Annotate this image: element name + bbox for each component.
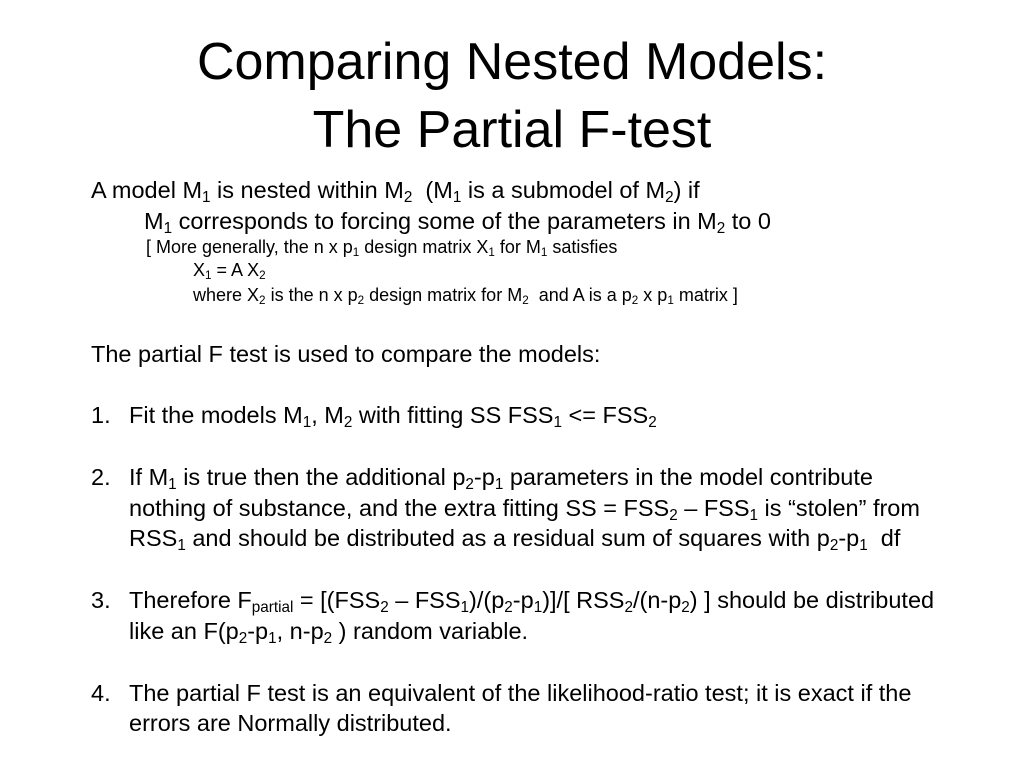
text-run: – FSS: [677, 495, 750, 521]
text-run: <= FSS: [561, 402, 649, 428]
subscript: 2: [465, 476, 474, 494]
step-line: [129, 678, 911, 708]
subscript: 1: [460, 599, 470, 617]
step-line: [129, 708, 452, 738]
subscript: 1: [268, 630, 277, 648]
subscript: 2: [357, 294, 365, 308]
text-run: – FSS: [388, 587, 461, 613]
text-run: and should be distributed as a residual sum of squares with p: [185, 525, 830, 551]
text-run: = [(FSS: [293, 587, 381, 613]
text-run: /(n-p: [632, 587, 682, 613]
subscript: 2: [648, 414, 657, 432]
text-run: ) random variable.: [332, 618, 529, 644]
text-run: is nested within M: [210, 177, 404, 203]
slide-title-line: The Partial F-test: [312, 101, 712, 159]
text-run: where X: [193, 285, 260, 305]
text-run: )/(p: [469, 587, 505, 613]
definition-note-line: [193, 258, 266, 282]
text-run: parameters in the model contribute: [503, 464, 873, 490]
text-run: and A is a p: [528, 285, 632, 305]
subscript: 1: [452, 189, 462, 207]
list-number: 4.: [91, 680, 111, 706]
subscript: 2: [504, 599, 513, 617]
subscript: 1: [540, 246, 548, 260]
text-run: Therefore F: [129, 587, 252, 613]
list-number: 1.: [91, 402, 111, 428]
text-run: design matrix X: [359, 237, 489, 257]
text-run: A model M: [91, 177, 203, 203]
text-run: is the n x p: [265, 285, 358, 305]
list-number: 3.: [91, 587, 111, 613]
subscript: 1: [859, 537, 868, 555]
subscript: partial: [251, 599, 294, 617]
step-line: [129, 616, 528, 646]
text-run: to 0: [725, 208, 771, 234]
definition-line: [144, 206, 771, 236]
text-run: matrix ]: [673, 285, 738, 305]
text-run: df: [867, 525, 901, 551]
step-line: [129, 462, 873, 492]
subscript: 1: [494, 476, 504, 494]
text-run: is “stolen” from: [758, 495, 920, 521]
text-run: )]/[ RSS: [542, 587, 625, 613]
subscript: 2: [259, 269, 266, 283]
subscript: 1: [553, 414, 562, 432]
subscript: 1: [488, 246, 495, 260]
step-line: [129, 493, 920, 523]
text-run: If M: [129, 464, 169, 490]
subscript: 2: [829, 537, 839, 555]
subscript: 2: [403, 189, 413, 207]
text-run: , n-p: [276, 618, 324, 644]
step-line: [129, 400, 657, 430]
slide-title-line: Comparing Nested Models:: [196, 33, 828, 91]
text-run: like an F(p: [129, 618, 239, 644]
text-run: [ More generally, the n x p: [146, 237, 353, 257]
subscript: 2: [522, 294, 529, 308]
subscript: 1: [168, 476, 177, 494]
subscript: 1: [302, 414, 312, 432]
text-run: is a submodel of M: [461, 177, 666, 203]
subscript: 2: [669, 507, 678, 525]
subscript: 2: [238, 630, 248, 648]
definition-note-line: [146, 235, 617, 259]
subscript: 1: [205, 269, 212, 283]
text-run: ) if: [673, 177, 700, 203]
subscript: 2: [343, 414, 353, 432]
text-run: = A X: [211, 260, 260, 280]
subscript: 2: [323, 630, 333, 648]
definition-note-line: [193, 283, 738, 307]
step-line: [129, 585, 934, 615]
text-run: nothing of substance, and the extra fitting SS = FSS: [129, 495, 670, 521]
subscript: 1: [749, 507, 759, 525]
subscript: 1: [163, 220, 173, 238]
text-run: design matrix for M: [364, 285, 523, 305]
text-run: -p: [838, 525, 860, 551]
text-run: -p: [512, 587, 534, 613]
text-run: satisfies: [547, 237, 618, 257]
subscript: 1: [352, 246, 360, 260]
subscript: 1: [667, 294, 674, 308]
list-number: 2.: [91, 464, 111, 490]
step-line: [129, 523, 900, 553]
definition-line: [91, 175, 700, 205]
text-run: -p: [473, 464, 495, 490]
text-run: X: [193, 260, 206, 280]
subscript: 2: [631, 294, 639, 308]
text-run: x p: [638, 285, 668, 305]
text-run: (M: [412, 177, 453, 203]
subscript: 2: [665, 189, 674, 207]
intro-text: The partial F test is used to compare the models:: [91, 341, 601, 367]
text-run: errors are Normally distributed.: [129, 710, 452, 736]
subscript: 2: [716, 220, 726, 238]
subscript: 1: [202, 189, 211, 207]
text-run: M: [144, 208, 164, 234]
text-run: is true then the additional p: [176, 464, 466, 490]
text-run: The partial F test is an equivalent of the likelihood-ratio test; it is exact if the: [129, 680, 912, 706]
text-run: , M: [311, 402, 344, 428]
text-run: for M: [494, 237, 541, 257]
subscript: 2: [380, 599, 389, 617]
subscript: 2: [259, 294, 266, 308]
text-run: Fit the models M: [129, 402, 303, 428]
text-run: RSS: [129, 525, 178, 551]
subscript: 2: [624, 599, 633, 617]
subscript: 1: [177, 537, 186, 555]
text-run: with fitting SS FSS: [352, 402, 554, 428]
text-run: corresponds to forcing some of the parameters in M: [172, 208, 717, 234]
subscript: 2: [681, 599, 690, 617]
subscript: 1: [533, 599, 543, 617]
text-run: ) ] should be distributed: [689, 587, 935, 613]
text-run: -p: [247, 618, 269, 644]
